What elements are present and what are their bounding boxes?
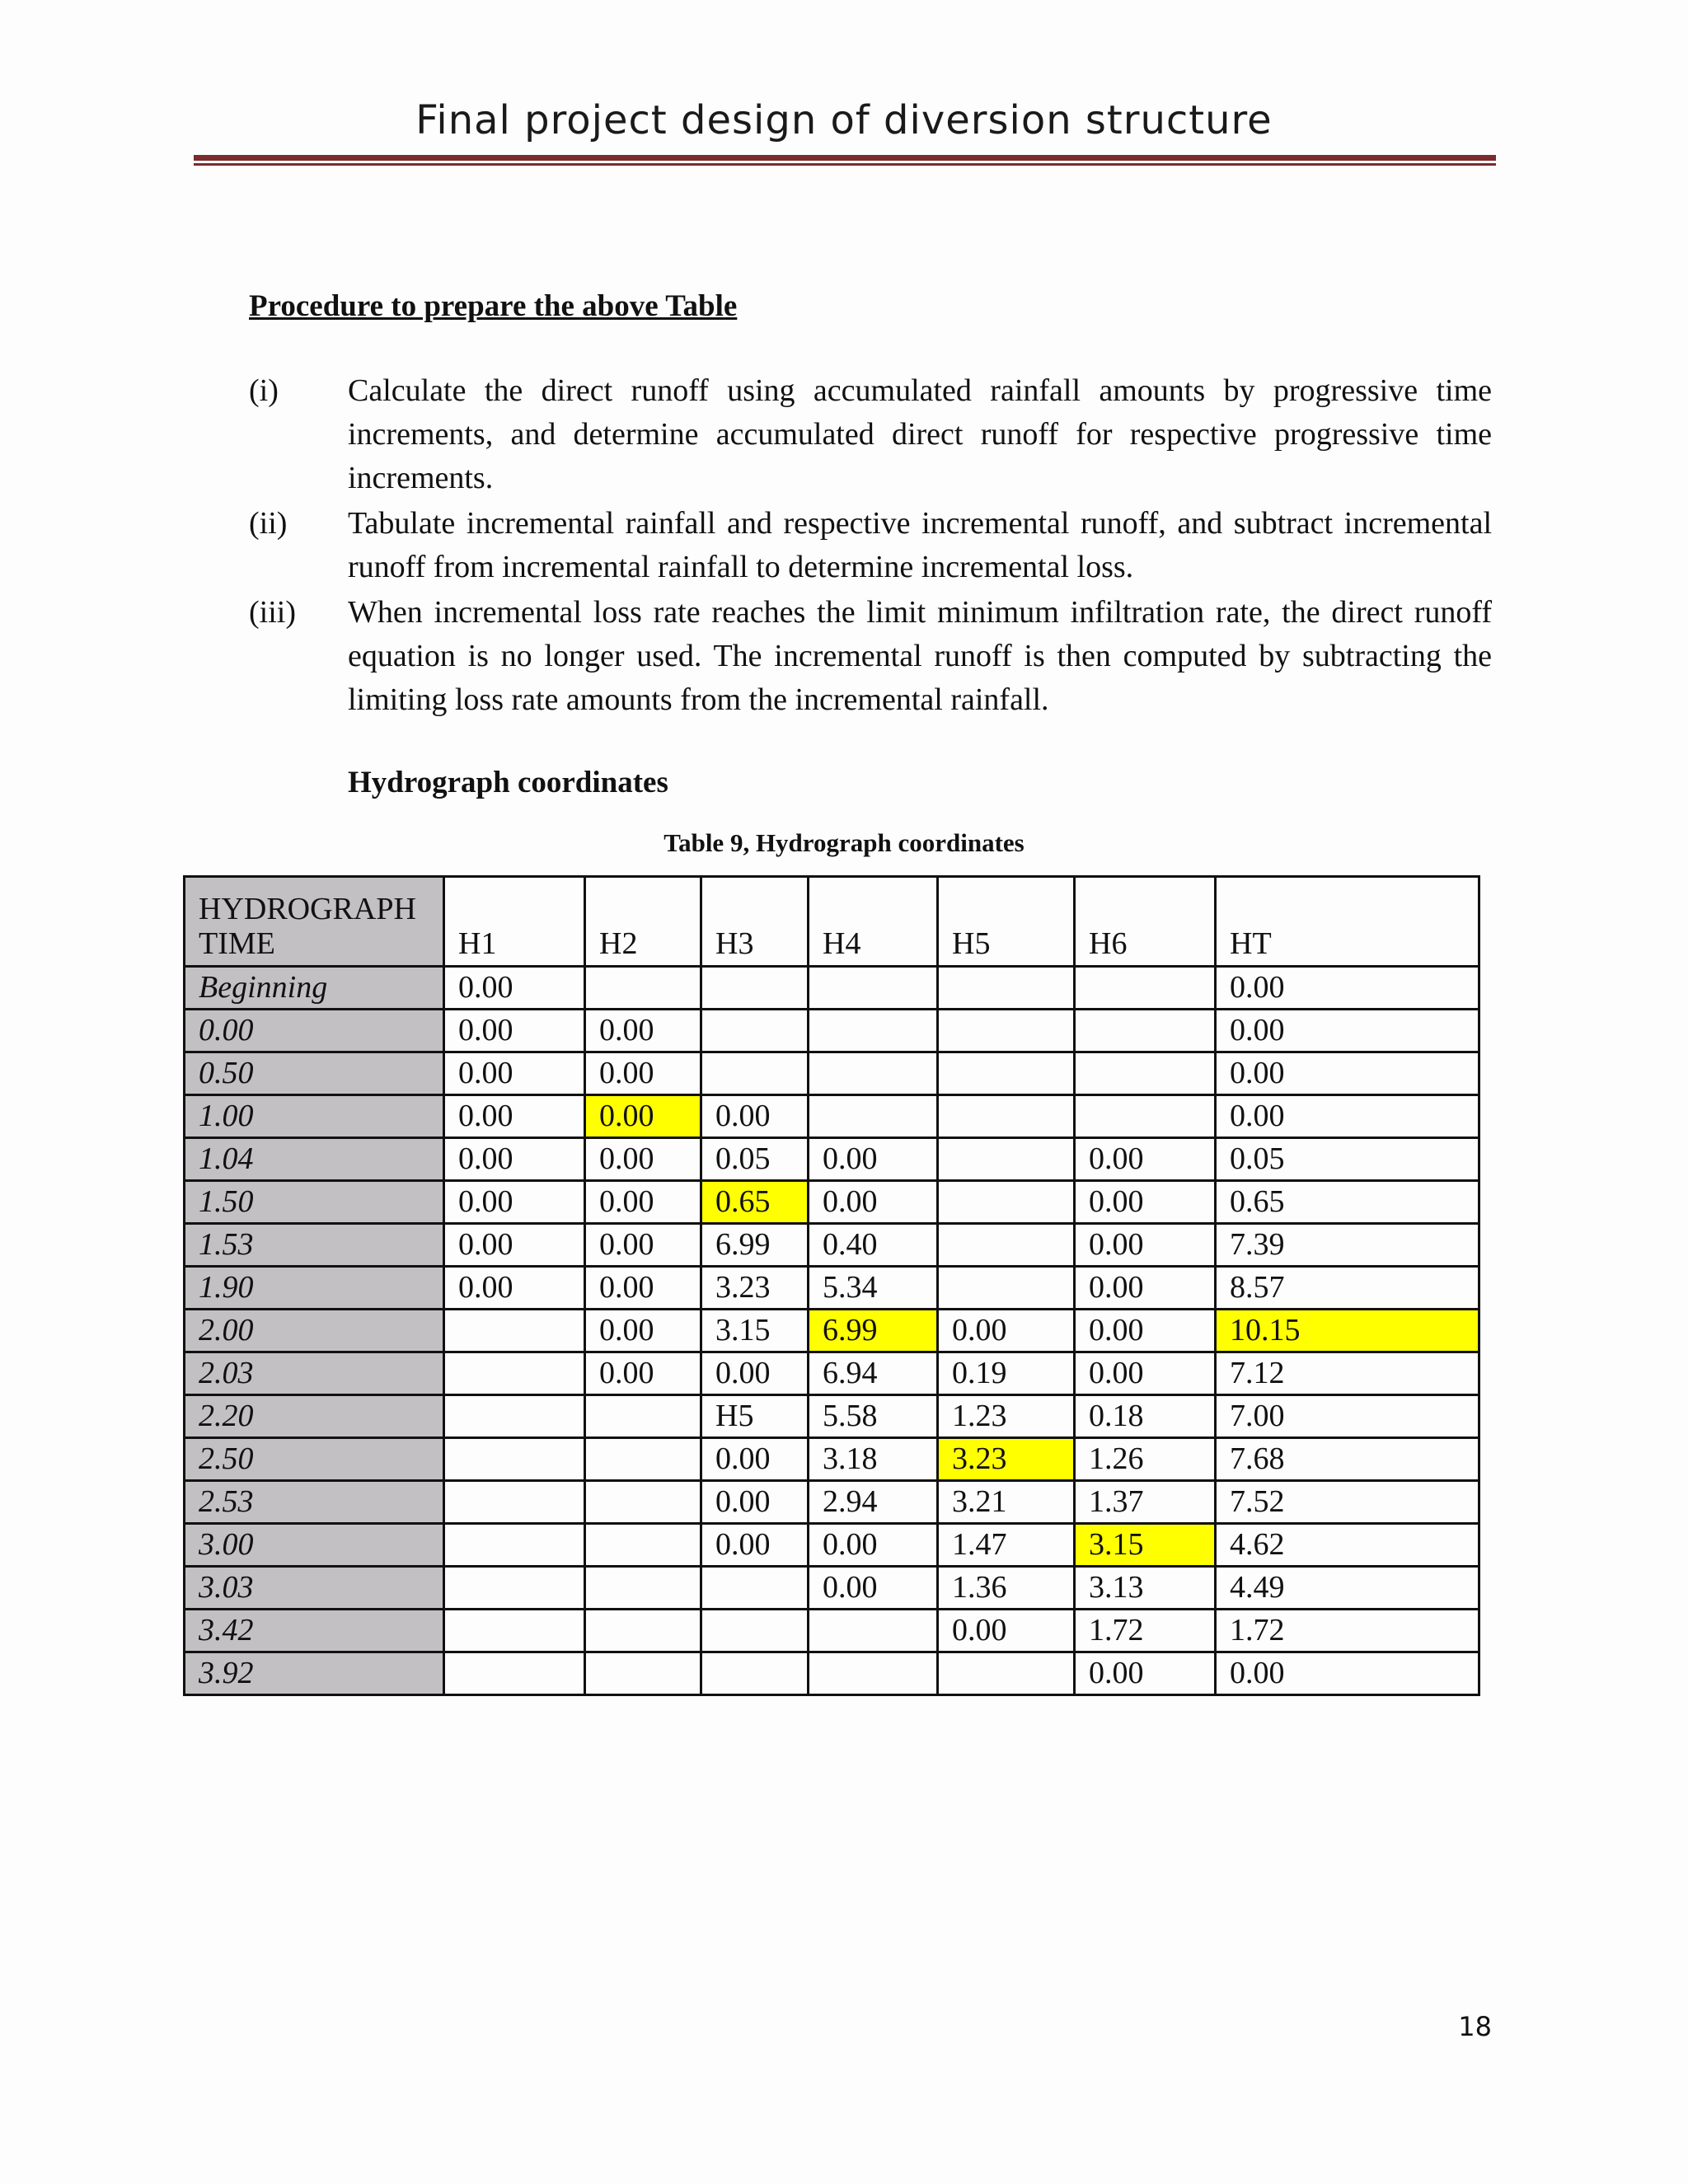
table-cell: 0.00: [444, 1224, 585, 1267]
step-number: (iii): [249, 595, 296, 630]
header-cell: H1: [444, 877, 585, 967]
time-cell: 2.20: [185, 1395, 444, 1438]
time-cell: 0.50: [185, 1052, 444, 1095]
table-cell: 0.00: [809, 1181, 938, 1224]
table-cell: 10.15: [1216, 1310, 1479, 1352]
header-cell: H5: [938, 877, 1075, 967]
table-cell: [701, 1610, 809, 1652]
header-cell: H6: [1075, 877, 1216, 967]
table-cell: [809, 1652, 938, 1695]
table-cell: [585, 1567, 701, 1610]
table-cell: [444, 1524, 585, 1567]
table-cell: 0.00: [1216, 1652, 1479, 1695]
header-cell: H3: [701, 877, 809, 967]
procedure-step: [249, 369, 1492, 500]
table-row: [185, 1095, 1479, 1138]
table-row: [185, 1395, 1479, 1438]
time-cell: 1.53: [185, 1224, 444, 1267]
table-cell: 3.18: [809, 1438, 938, 1481]
table-cell: 7.00: [1216, 1395, 1479, 1438]
page-header-title: Final project design of diversion structure: [415, 97, 1273, 143]
table-cell: 8.57: [1216, 1267, 1479, 1310]
step-number: (i): [249, 373, 279, 408]
header-cell: H4: [809, 877, 938, 967]
time-cell: 3.00: [185, 1524, 444, 1567]
table-cell: 0.00: [585, 1052, 701, 1095]
table-cell: [585, 1438, 701, 1481]
table-cell: 0.00: [1216, 1095, 1479, 1138]
table-cell: 7.39: [1216, 1224, 1479, 1267]
table-cell: 0.18: [1075, 1395, 1216, 1438]
table-cell: [938, 1052, 1075, 1095]
table-row: [185, 1010, 1479, 1052]
table-header-row: [185, 877, 1479, 967]
table-cell: [444, 1310, 585, 1352]
table-cell: [938, 1138, 1075, 1181]
table-cell: [1075, 967, 1216, 1010]
procedure-steps: [249, 369, 1492, 724]
table-cell: [585, 1652, 701, 1695]
table-cell: [809, 967, 938, 1010]
table-cell: [444, 1610, 585, 1652]
table-cell: [701, 967, 809, 1010]
table-row: [185, 1652, 1479, 1695]
table-cell: [938, 1224, 1075, 1267]
header-cell-time: [185, 877, 444, 967]
table-cell: 5.34: [809, 1267, 938, 1310]
table-cell: [938, 1095, 1075, 1138]
table-cell: 0.00: [938, 1610, 1075, 1652]
table-cell: 4.62: [1216, 1524, 1479, 1567]
table-cell: 0.40: [809, 1224, 938, 1267]
table-cell: 2.94: [809, 1481, 938, 1524]
page-number: 18: [1458, 2011, 1492, 2042]
table-cell: 1.36: [938, 1567, 1075, 1610]
table-cell: 3.23: [938, 1438, 1075, 1481]
table-cell: 3.13: [1075, 1567, 1216, 1610]
table-cell: 0.00: [585, 1181, 701, 1224]
table-cell: 0.05: [701, 1138, 809, 1181]
table-row: [185, 1481, 1479, 1524]
procedure-step: [249, 502, 1492, 589]
table-cell: [809, 1610, 938, 1652]
table-cell: [701, 1567, 809, 1610]
table-row: [185, 1567, 1479, 1610]
table-cell: 6.99: [701, 1224, 809, 1267]
table-cell: [1075, 1010, 1216, 1052]
table-cell: [444, 1567, 585, 1610]
table-cell: 0.00: [701, 1352, 809, 1395]
table-cell: 6.99: [809, 1310, 938, 1352]
table-cell: [938, 1652, 1075, 1695]
table-cell: [938, 967, 1075, 1010]
table-cell: 7.68: [1216, 1438, 1479, 1481]
table-cell: [585, 1610, 701, 1652]
table-cell: [809, 1010, 938, 1052]
table-cell: 0.00: [1075, 1352, 1216, 1395]
table-cell: 0.65: [701, 1181, 809, 1224]
table-cell: 0.00: [444, 1138, 585, 1181]
table-cell: 0.00: [444, 1181, 585, 1224]
table-cell: 0.00: [1075, 1138, 1216, 1181]
header-time-line1: HYDROGRAPH: [199, 892, 416, 927]
table-cell: 0.00: [1075, 1267, 1216, 1310]
table-cell: 0.00: [585, 1267, 701, 1310]
table-cell: 0.00: [809, 1567, 938, 1610]
table-cell: [444, 1481, 585, 1524]
table-cell: 0.00: [585, 1138, 701, 1181]
table-cell: [585, 1395, 701, 1438]
hydrograph-subheading: Hydrograph coordinates: [348, 766, 668, 799]
table-cell: 3.15: [701, 1310, 809, 1352]
table-cell: 0.00: [701, 1095, 809, 1138]
table-cell: 1.72: [1075, 1610, 1216, 1652]
time-cell: 3.03: [185, 1567, 444, 1610]
table-row: [185, 1052, 1479, 1095]
table-cell: 0.00: [809, 1138, 938, 1181]
table-cell: 0.00: [444, 1052, 585, 1095]
table-cell: 0.00: [444, 1010, 585, 1052]
table-cell: 0.00: [585, 1352, 701, 1395]
time-cell: 3.42: [185, 1610, 444, 1652]
table-cell: 3.23: [701, 1267, 809, 1310]
time-cell: 0.00: [185, 1010, 444, 1052]
header-rule-thin: [194, 163, 1496, 166]
table-cell: [701, 1052, 809, 1095]
time-cell: 1.04: [185, 1138, 444, 1181]
table-cell: 0.00: [585, 1224, 701, 1267]
table-cell: 1.23: [938, 1395, 1075, 1438]
table-cell: 0.00: [1216, 967, 1479, 1010]
table-cell: 0.65: [1216, 1181, 1479, 1224]
table-cell: 0.00: [585, 1310, 701, 1352]
table-row: [185, 1438, 1479, 1481]
table-row: [185, 1224, 1479, 1267]
table-cell: 5.58: [809, 1395, 938, 1438]
table-cell: 1.47: [938, 1524, 1075, 1567]
header-cell: H2: [585, 877, 701, 967]
table-cell: 0.00: [701, 1438, 809, 1481]
time-cell: 2.53: [185, 1481, 444, 1524]
table-cell: 0.00: [1075, 1181, 1216, 1224]
table-cell: [701, 1010, 809, 1052]
time-cell: Beginning: [185, 967, 444, 1010]
table-cell: 0.05: [1216, 1138, 1479, 1181]
table-cell: [585, 967, 701, 1010]
header-time-line2: TIME: [199, 926, 275, 962]
table-cell: 0.00: [1075, 1310, 1216, 1352]
table-row: [185, 1181, 1479, 1224]
table-cell: 0.00: [1216, 1052, 1479, 1095]
table-cell: [809, 1052, 938, 1095]
header-rule: [194, 155, 1496, 161]
table-cell: [809, 1095, 938, 1138]
table-cell: 0.19: [938, 1352, 1075, 1395]
table-cell: 0.00: [585, 1010, 701, 1052]
table-cell: [1075, 1052, 1216, 1095]
table-cell: 0.00: [938, 1310, 1075, 1352]
table-cell: 0.00: [1075, 1224, 1216, 1267]
header-cell: HT: [1216, 877, 1479, 967]
time-cell: 2.00: [185, 1310, 444, 1352]
table-cell: [585, 1481, 701, 1524]
time-cell: 1.00: [185, 1095, 444, 1138]
table-row: [185, 1524, 1479, 1567]
time-cell: 3.92: [185, 1652, 444, 1695]
table-cell: 7.12: [1216, 1352, 1479, 1395]
table-cell: 0.00: [585, 1095, 701, 1138]
time-cell: 1.90: [185, 1267, 444, 1310]
step-text: Tabulate incremental rainfall and respective incremental runoff, and subtract incremental runoff from incremental rainfall to determine incremental loss.: [348, 506, 1492, 584]
step-text: Calculate the direct runoff using accumulated rainfall amounts by progressive time increments, and determine accumulated direct runoff for respective progressive time increments.: [348, 373, 1492, 495]
table-cell: 3.15: [1075, 1524, 1216, 1567]
time-cell: 2.03: [185, 1352, 444, 1395]
table-cell: 0.00: [1075, 1652, 1216, 1695]
table-cell: H5: [701, 1395, 809, 1438]
table-cell: 0.00: [701, 1481, 809, 1524]
table-cell: 1.26: [1075, 1438, 1216, 1481]
table-cell: [444, 1652, 585, 1695]
table-cell: [938, 1010, 1075, 1052]
table-row: [185, 1138, 1479, 1181]
table-cell: [444, 1438, 585, 1481]
table-cell: 7.52: [1216, 1481, 1479, 1524]
procedure-step: [249, 591, 1492, 722]
time-cell: 1.50: [185, 1181, 444, 1224]
hydrograph-table: [183, 875, 1480, 1696]
table-cell: 0.00: [444, 1095, 585, 1138]
table-row: [185, 1310, 1479, 1352]
step-text: When incremental loss rate reaches the limit minimum infiltration rate, the direct runoff equation is no longer used. The incremental runoff is then computed by subtracting the limiting loss rate amounts from the incremental rainfall.: [348, 595, 1492, 717]
table-cell: 0.00: [809, 1524, 938, 1567]
table-caption: Table 9, Hydrograph coordinates: [663, 828, 1025, 857]
table-cell: 1.72: [1216, 1610, 1479, 1652]
table-row: [185, 1352, 1479, 1395]
table-cell: 0.00: [444, 1267, 585, 1310]
table-cell: [1075, 1095, 1216, 1138]
table-cell: 3.21: [938, 1481, 1075, 1524]
table-cell: [585, 1524, 701, 1567]
table-cell: [701, 1652, 809, 1695]
table-row: [185, 1610, 1479, 1652]
step-number: (ii): [249, 506, 288, 541]
table-cell: 0.00: [1216, 1010, 1479, 1052]
table-cell: 6.94: [809, 1352, 938, 1395]
procedure-heading: Procedure to prepare the above Table: [249, 289, 738, 323]
time-cell: 2.50: [185, 1438, 444, 1481]
table-cell: 0.00: [701, 1524, 809, 1567]
table-cell: 1.37: [1075, 1481, 1216, 1524]
table-row: [185, 967, 1479, 1010]
table-cell: [938, 1267, 1075, 1310]
table-row: [185, 1267, 1479, 1310]
table-cell: [938, 1181, 1075, 1224]
table-cell: [444, 1352, 585, 1395]
table-cell: 0.00: [444, 967, 585, 1010]
table-body: [185, 877, 1479, 1695]
table-cell: 4.49: [1216, 1567, 1479, 1610]
table-cell: [444, 1395, 585, 1438]
